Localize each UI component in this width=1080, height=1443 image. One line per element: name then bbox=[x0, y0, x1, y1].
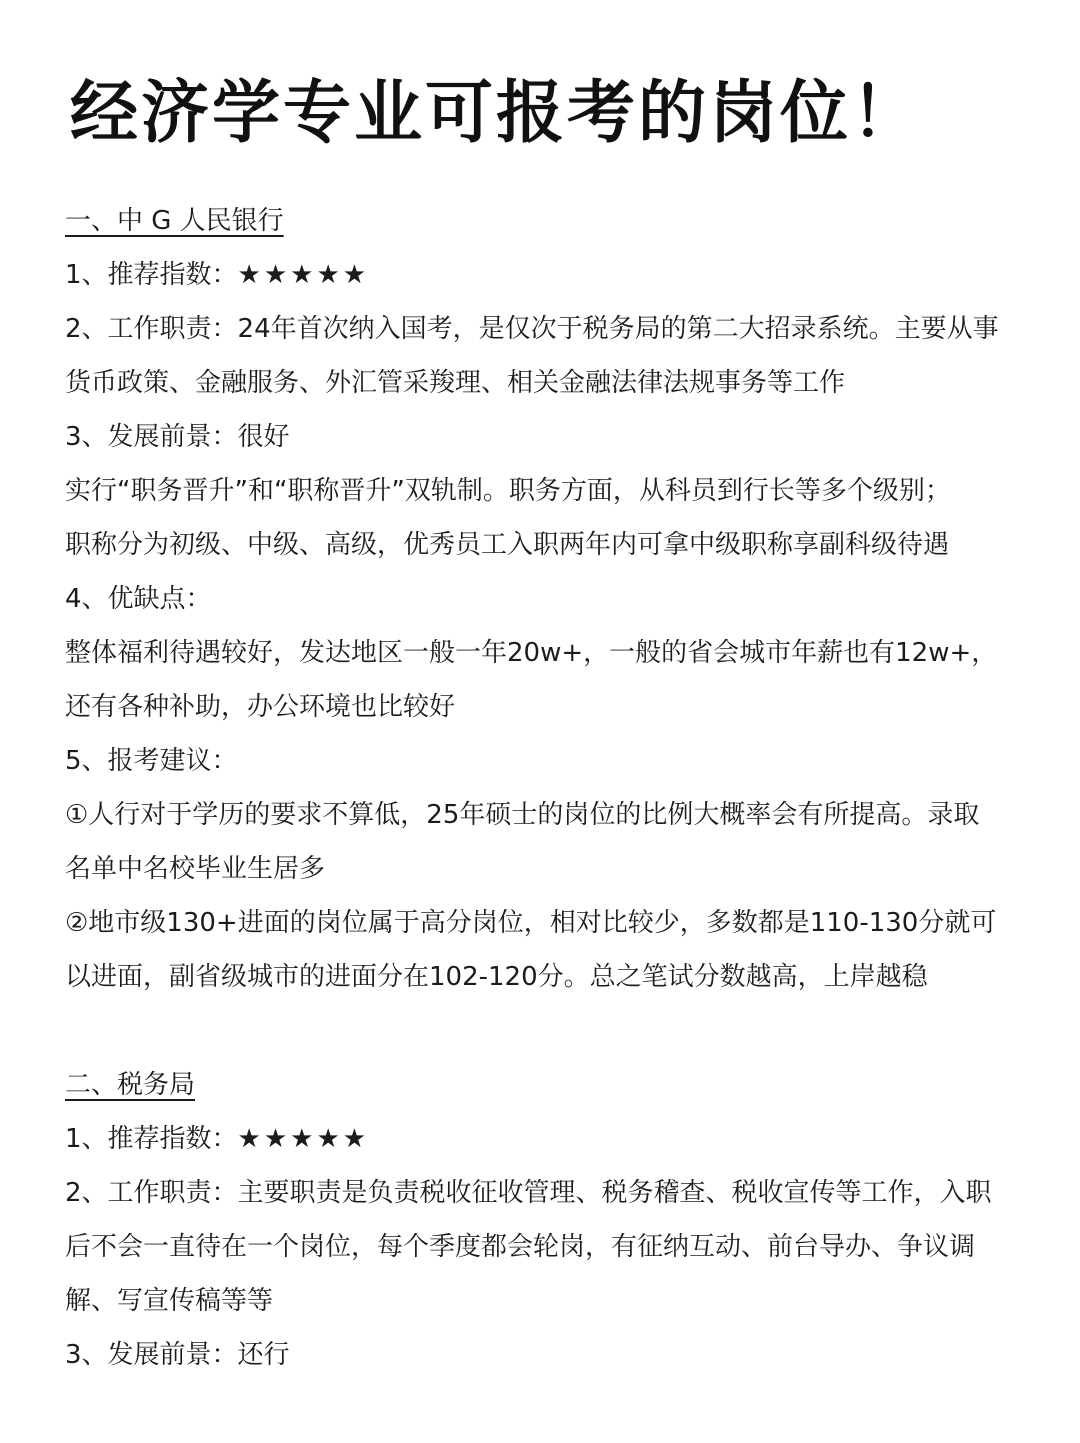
rating-line bbox=[65, 258, 369, 292]
rating-line bbox=[65, 1122, 369, 1156]
body-line: 名单中名校毕业生居多 bbox=[65, 854, 326, 884]
body-line: ①人行对于学历的要求不算低，25年硕士的岗位的比例大概率会有所提高。录取 bbox=[65, 800, 980, 830]
body-line: 4、优缺点： bbox=[65, 584, 212, 614]
body-line: 职称分为初级、中级、高级，优秀员工入职两年内可拿中级职称享副科级待遇 bbox=[65, 530, 950, 560]
rating-label: 1、推荐指数： bbox=[65, 260, 238, 290]
body-line: 3、发展前景：还行 bbox=[65, 1340, 290, 1370]
body-line: 5、报考建议： bbox=[65, 746, 238, 776]
body-line: 货币政策、金融服务、外汇管采羧理、相关金融法律法规事务等工作 bbox=[65, 368, 846, 398]
body-line: 后不会一直待在一个岗位，每个季度都会轮岗，有征纳互动、前台导办、争议调 bbox=[65, 1232, 976, 1262]
section-heading-tax-bureau: 二、税务局 bbox=[65, 1070, 196, 1100]
body-line: 实行“职务晋升”和“职称晋升”双轨制。职务方面，从科员到行长等多个级别； bbox=[65, 476, 951, 506]
star-rating-icon: ★★★★★ bbox=[237, 1124, 370, 1154]
body-line: 2、工作职责：24年首次纳入国考，是仅次于税务局的第二大招录系统。主要从事 bbox=[65, 314, 999, 344]
body-line: 解、写宣传稿等等 bbox=[65, 1286, 274, 1316]
body-line: 3、发展前景：很好 bbox=[65, 422, 290, 452]
star-rating-icon: ★★★★★ bbox=[237, 260, 370, 290]
rating-label: 1、推荐指数： bbox=[65, 1124, 238, 1154]
body-line: 2、工作职责：主要职责是负责税收征收管理、税务稽查、税收宣传等工作，入职 bbox=[65, 1178, 992, 1208]
body-line: 以进面，副省级城市的进面分在102-120分。总之笔试分数越高，上岸越稳 bbox=[65, 962, 928, 992]
page-title: 经济学专业可报考的岗位！ bbox=[70, 74, 923, 153]
section-heading-pboc: 一、中 G 人民银行 bbox=[65, 206, 284, 236]
body-line: 还有各种补助，办公环境也比较好 bbox=[65, 692, 456, 722]
body-line: 整体福利待遇较好，发达地区一般一年20w+，一般的省会城市年薪也有12w+， bbox=[65, 638, 998, 668]
body-line: ②地市级130+进面的岗位属于高分岗位，相对比较少，多数都是110-130分就可 bbox=[65, 908, 997, 938]
